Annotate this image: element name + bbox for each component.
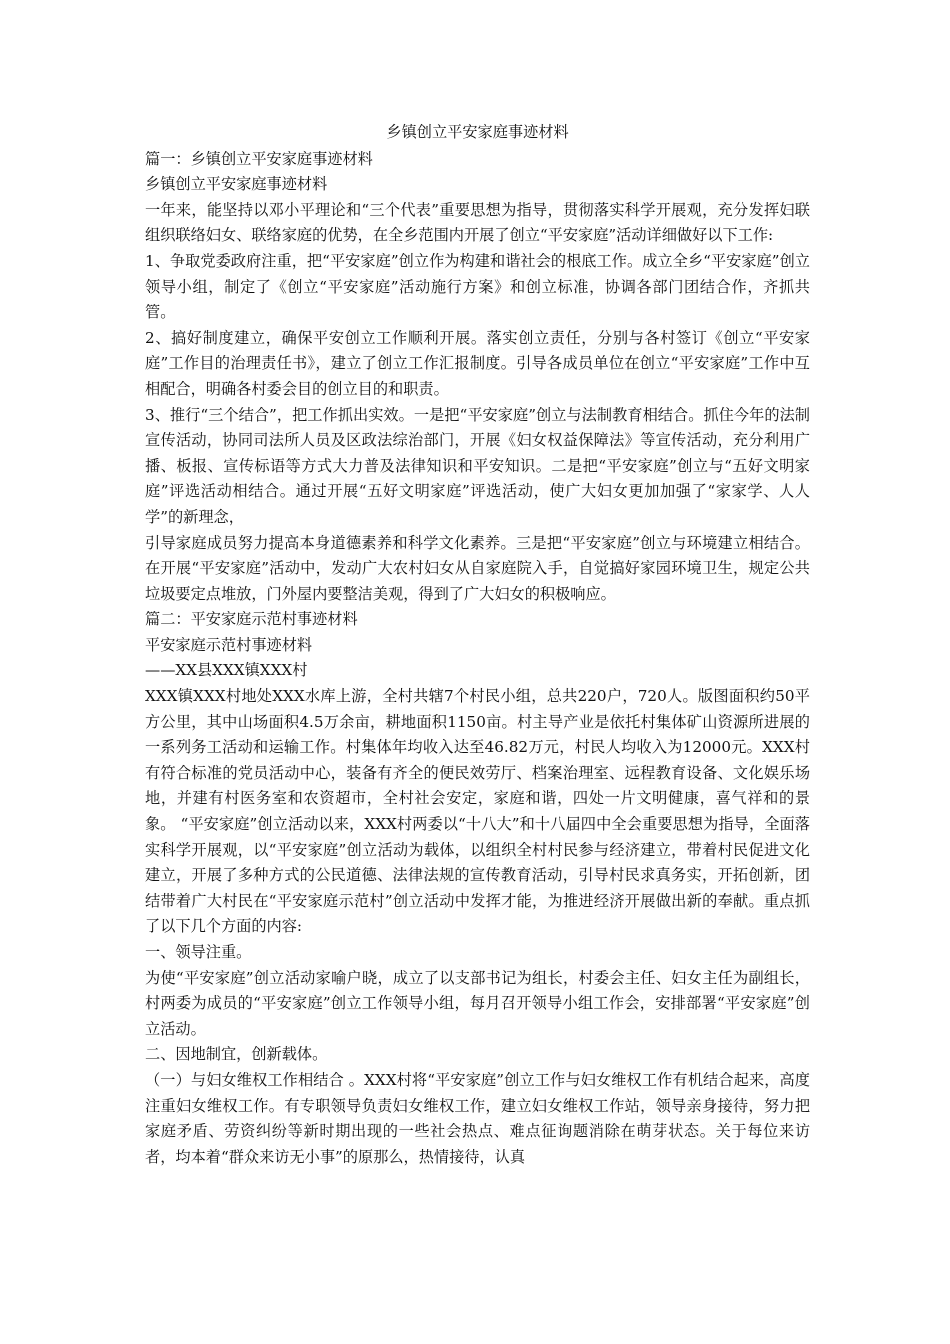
paragraph-item-3-continued: 引导家庭成员努力提高本身道德素养和科学文化素养。三是把“平安家庭”创立与环境建立相结合。在开展“平安家庭”活动中，发动广大农村妇女从自家庭院入手，自觉搞好家园环境卫生，规定公共垃圾要定点堆放，门外屋内要整洁美观，得到了广大妇女的积极响应。 [145,533,810,603]
document-title: 乡镇创立平安家庭事迹材料 [386,123,569,141]
byline-part-two: ——XX县XXX镇XXX村 [145,661,308,680]
subtitle-part-one: 乡镇创立平安家庭事迹材料 [145,175,328,194]
heading-part-two: 篇二：平安家庭示范村事迹材料 [145,610,358,629]
subtitle-part-two: 平安家庭示范村事迹材料 [145,635,313,654]
paragraph-village-overview: XXX镇XXX村地处XXX水库上游，全村共辖7个村民小组，总共220户，720人。版图面积约50平方公里，其中山场面积4.5万余亩，耕地面积1150亩。村主导产业是依托村集体矿山资源所进展的一系列务工活动和运输工作。村集体年均收入达至46.82万元，村民人均收入为12000元。XXX村有符合标准的党员活动中心，装备有齐全的便民效劳厅、档案治理室、远程教育设备、文化娱乐场地，并建有村医务室和农资超市，全村社会安定，家庭和谐，四处一片文明健康，喜气祥和的景象。 “平安家庭”创立活动以来，XXX村两委以“十八大”和十八届四中全会重要思想为指导，全面落实科学开展观，以“平安家庭”创立活动为载体，以组织全村村民参与经济建立，带着村民促进文化建立，开展了多种方式的公民道德、法律法规的宣传教育活动，引导村民求真务实，开拓创新，团结带着广大村民在“平安家庭示范村”创立活动中发挥才能，为推进经济开展做出新的奉献。重点抓了以下几个方面的内容: [145,687,810,936]
section-heading-1: 一、领导注重。 [145,943,252,961]
paragraph-item-1: 1、争取党委政府注重，把“平安家庭”创立作为构建和谐社会的根底工作。成立全乡“平安家庭”创立领导小组，制定了《创立“平安家庭”活动施行方案》和创立标准，协调各部门团结合作，齐抓共管。 [145,251,810,322]
section-heading-2: 二、因地制宜，创新载体。 [145,1045,328,1064]
paragraph-womens-rights: （一）与妇女维权工作相结合 。XXX村将“平安家庭”创立工作与妇女维权工作有机结合起来，高度注重妇女维权工作。有专职领导负责妇女维权工作，建立妇女维权工作站，领导亲身接待，努力把家庭矛盾、劳资纠纷等新时期出现的一些社会热点、难点征询题消除在萌芽状态。关于每位来访者，均本着“群众来访无小事”的原那么，热情接待，认真 [145,1070,810,1166]
paragraph-item-3: 3、推行“三个结合”，把工作抓出实效。一是把“平安家庭”创立与法制教育相结合。抓住今年的法制宣传活动，协同司法所人员及区政法综治部门，开展《妇女权益保障法》等宣传活动，充分利用广播、板报、宣传标语等方式大力普及法律知识和平安知识。二是把“平安家庭”创立与“五好文明家庭”评选活动相结合。通过开展“五好文明家庭”评选活动，使广大妇女更加加强了“家家学、人人学”的新理念， [145,405,810,526]
paragraph-item-2: 2、搞好制度建立，确保平安创立工作顺利开展。落实创立责任，分别与各村签订《创立“平安家庭”工作目的治理责任书》，建立了创立工作汇报制度。引导各成员单位在创立“平安家庭”工作中互相配合，明确各村委会目的创立目的和职责。 [145,328,810,398]
document-page [145,120,810,1170]
paragraph-intro: 一年来，能坚持以邓小平理论和“三个代表”重要思想为指导，贯彻落实科学开展观，充分发挥妇联组织联络妇女、联络家庭的优势，在全乡范围内开展了创立“平安家庭”活动详细做好以下工作: [145,200,810,245]
paragraph-leadership: 为使“平安家庭”创立活动家喻户晓，成立了以支部书记为组长，村委会主任、妇女主任为副组长，村两委为成员的“平安家庭”创立工作领导小组，每月召开领导小组工作会，安排部署“平安家庭”创立活动。 [145,968,810,1038]
heading-part-one: 篇一：乡镇创立平安家庭事迹材料 [145,149,373,168]
